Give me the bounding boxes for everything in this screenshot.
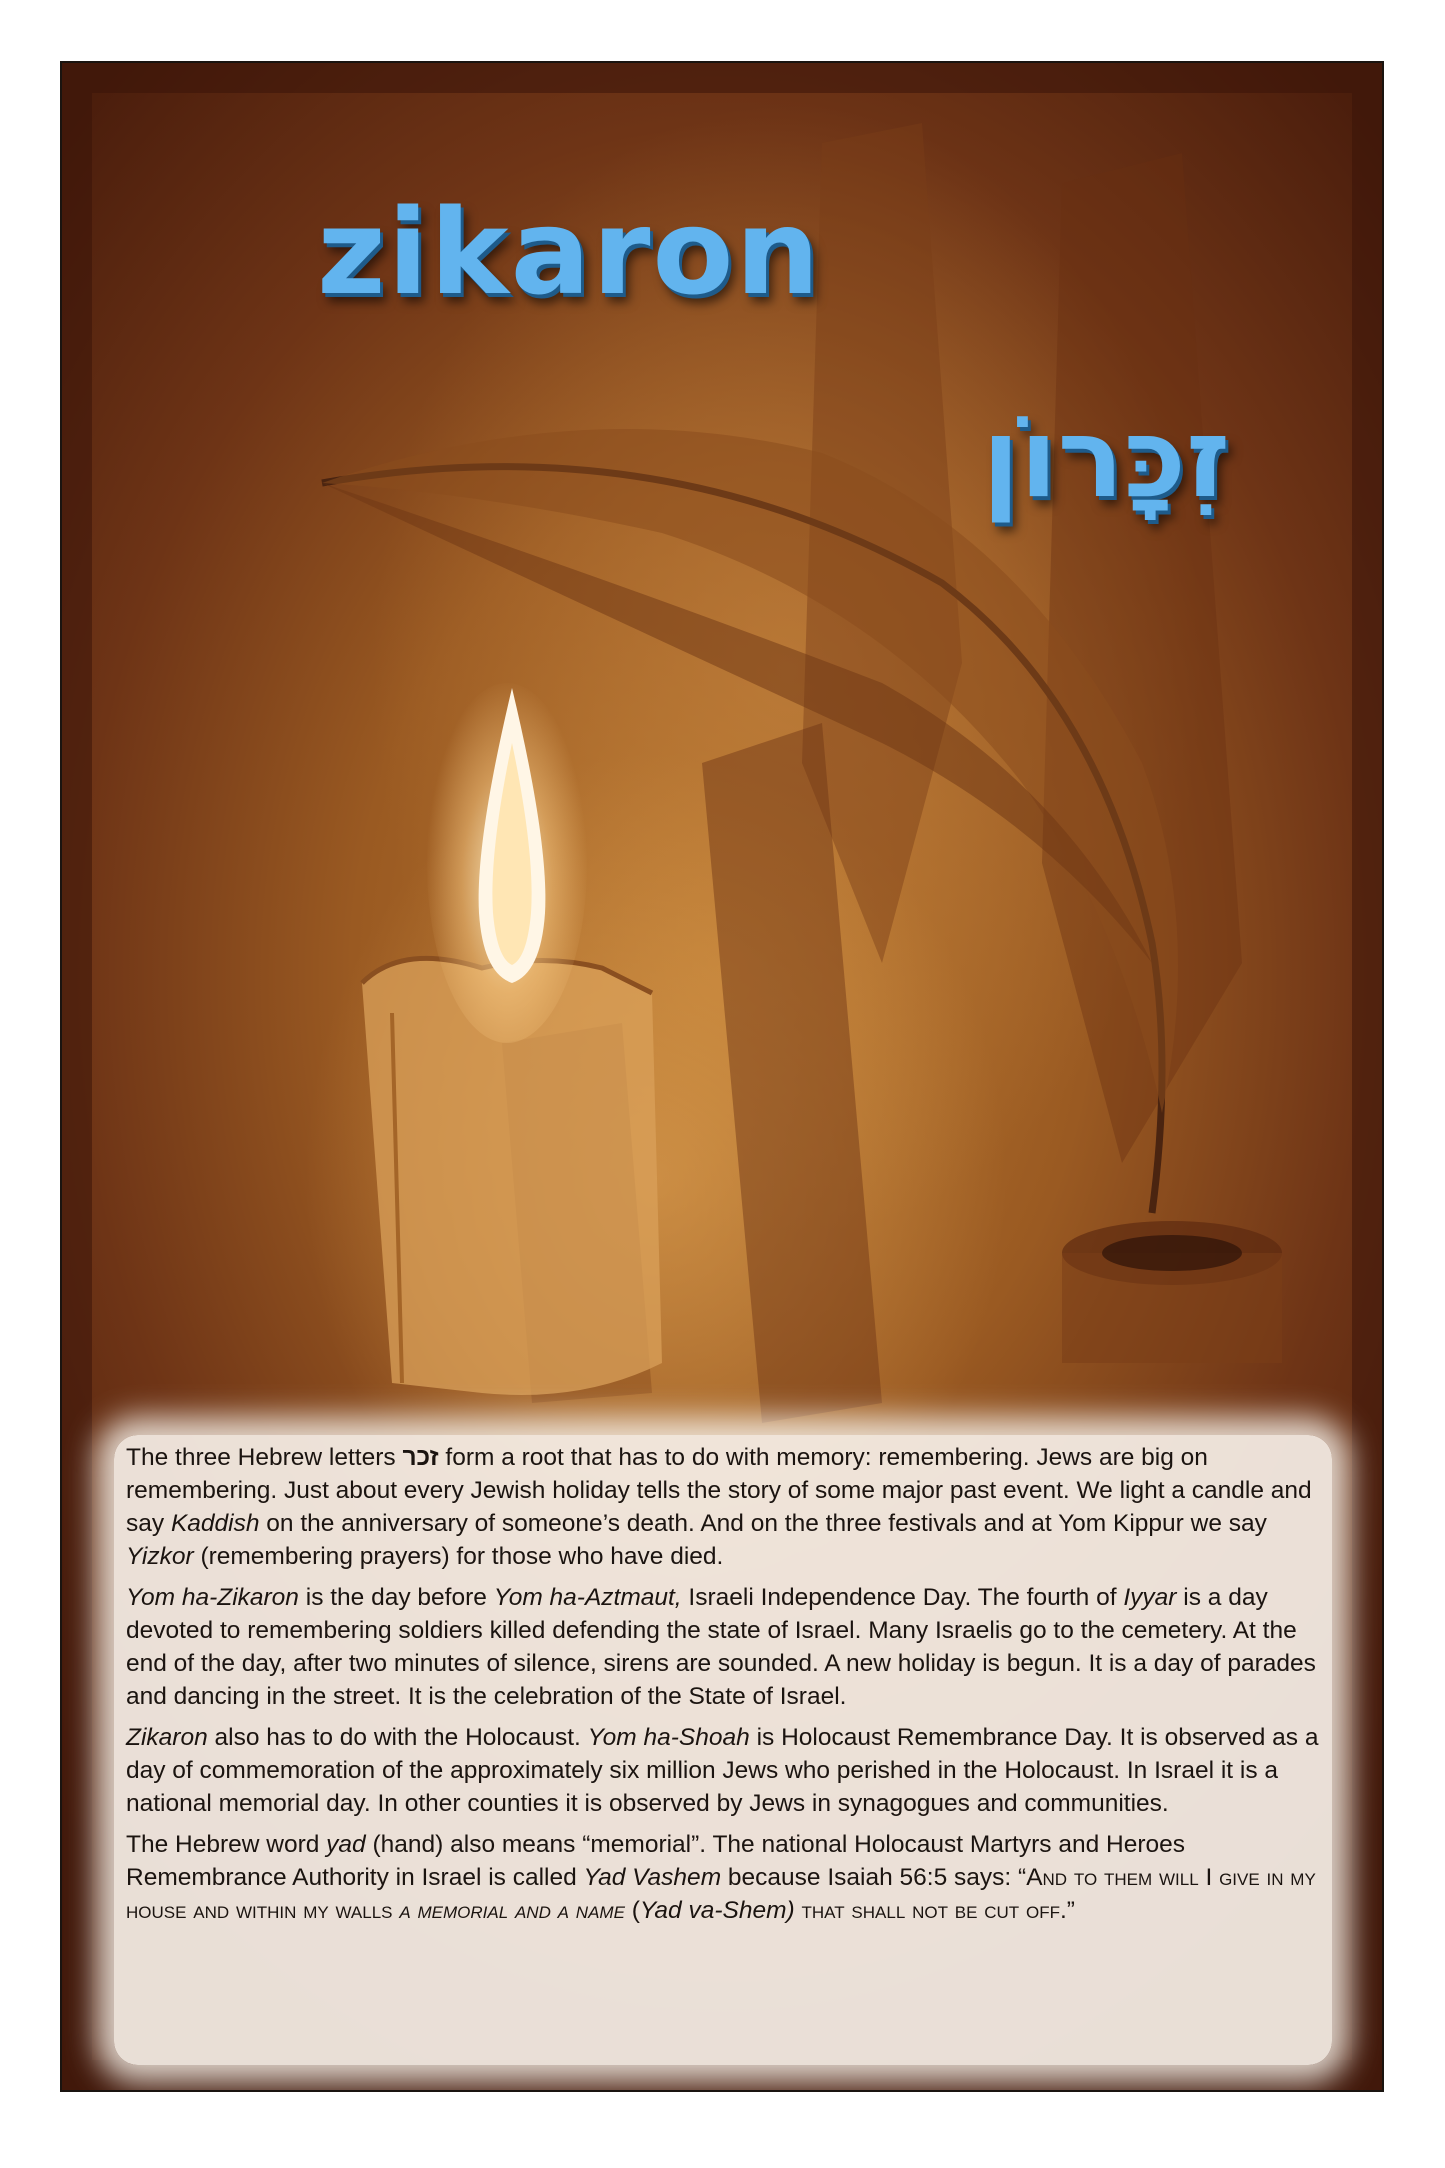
poster-frame [60, 61, 1384, 2092]
term-kaddish: Kaddish [170, 1510, 260, 1537]
term-yad-va-shem: Yad va-Shem) [639, 1897, 795, 1924]
term-yom-ha-aztmaut: Yom ha-Aztmaut, [493, 1584, 682, 1611]
term-yizkor: Yizkor [126, 1543, 194, 1570]
hebrew-root: זכר [402, 1444, 439, 1471]
candle-and-quill-artwork [62, 63, 1382, 2090]
title-english: zikaron [317, 183, 822, 321]
term-yad-vashem: Yad Vashem [583, 1864, 722, 1891]
text-panel [114, 1435, 1332, 2065]
term-yom-ha-shoah: Yom ha-Shoah [587, 1724, 750, 1751]
term-iyyar: Iyyar [1123, 1584, 1177, 1611]
paragraph-yom-ha-zikaron: Yom ha-Zikaron is the day before Yom ha-Aztmaut, Israeli Independence Day. The fourth of Iyyar is a day devoted to remembering soldiers killed defending the state of Israel. Many Israelis go to the cemetery. At the end of the day, after two minutes of silence, sirens are sounded. A new holiday is begun. It is a day of parades and dancing in the street. It is the celebration of the State of Israel. [126, 1584, 1316, 1710]
term-yad: yad [326, 1831, 366, 1858]
paragraph-root-letters: The three Hebrew letters זכר form a root that has to do with memory: remembering. Jews are big on remembering. Just about every Jewish holiday tells the story of some major past event. We light a candle and say Kaddish on the anniversary of someone’s death. And on the three festivals and at Yom Kippur we say Yizkor (remembering prayers) for those who have died. [126, 1444, 1312, 1570]
term-yom-ha-zikaron: Yom ha-Zikaron [126, 1584, 299, 1611]
paragraph-holocaust: Zikaron also has to do with the Holocaust. Yom ha-Shoah is Holocaust Remembrance Day. It is observed as a day of commemoration of the approximately six million Jews who perished in the Holocaust. In Israel it is a national memorial day. In other counties it is observed by Jews in synagogues and communities. [126, 1724, 1319, 1817]
text-body [126, 1441, 1322, 1935]
paragraph-yad-vashem: The Hebrew word yad (hand) also means “memorial”. The national Holocaust Martyrs and Heroes Remembrance Authority in Israel is called Yad Vashem because Isaiah 56:5 says: “And to them will I give in my house and within my walls a memorial and a name (Yad va-Shem) that shall not be cut off.” [126, 1831, 1316, 1924]
title-hebrew: זִכָּרוֹן [982, 394, 1231, 522]
term-zikaron: Zikaron [126, 1724, 208, 1751]
isaiah-quote: And to them will I give in my house and within my walls a memorial and a name ( [126, 1864, 1316, 1924]
candle-flame-icon [457, 683, 567, 1003]
